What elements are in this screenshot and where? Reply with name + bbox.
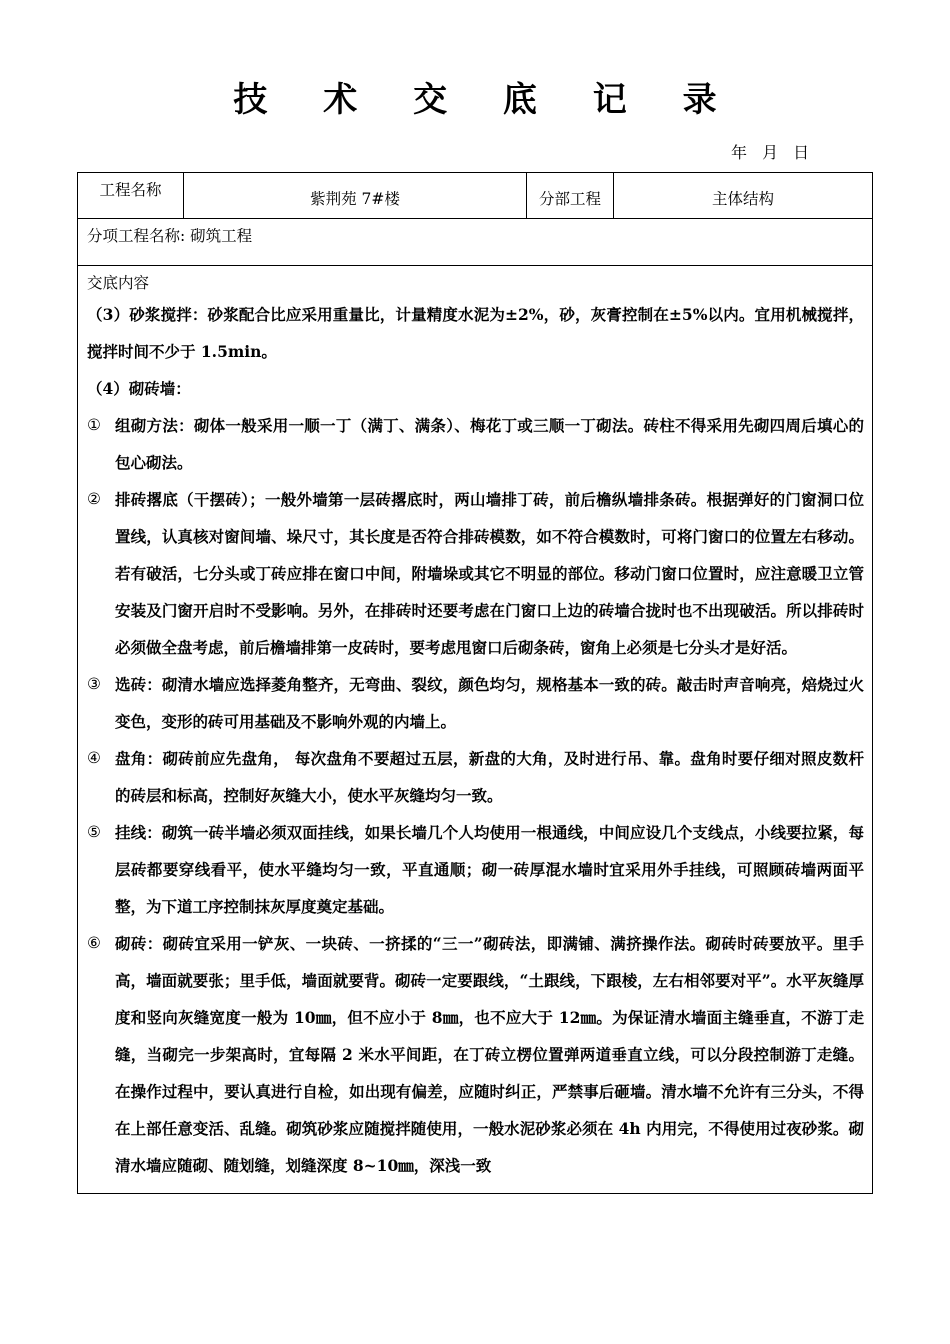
list-item-text: 组砌方法：砌体一般采用一顺一丁（满丁、满条）、梅花丁或三顺一丁砌法。砖柱不得采用先砌四周后填心的包心砌法。 <box>115 416 864 472</box>
list-marker: ② <box>87 490 101 508</box>
paragraph-brick-wall: （4）砌砖墙： <box>87 379 191 398</box>
paragraph-mortar-mixing: （3）砂浆搅拌：砂浆配合比应采用重量比，计量精度水泥为±2%，砂，灰膏控制在±5%以内。宜用机械搅拌，搅拌时间不少于 1.5min。 <box>87 305 864 361</box>
division-label: 分部工程 <box>527 173 614 218</box>
list-item-text: 排砖撂底（干摆砖）；一般外墙第一层砖撂底时，两山墙排丁砖，前后檐纵墙排条砖。根据弹好的门窗洞口位置线，认真核对窗间墙、垛尺寸，其长度是否符合排砖模数，如不符合模数时，可将门窗口的位置左右移动。若有破活，七分头或丁砖应排在窗口中间，附墙垛或其它不明显的部位。移动门窗口位置时，应注意暖卫立管安装及门窗开启时不受影响。另外，在排砖时还要考虑在门窗口上边的砖墙合拢时也不出现破活。所以排砖时必须做全盘考虑，前后檐墙排第一皮砖时，要考虑甩窗口后砌条砖，窗角上必须是七分头才是好活。 <box>115 490 864 657</box>
list-item <box>87 925 864 1184</box>
list-marker: ④ <box>87 749 101 767</box>
list-item <box>87 666 864 740</box>
list-marker: ⑤ <box>87 823 101 841</box>
list-item <box>87 814 864 925</box>
division-value: 主体结构 <box>711 190 774 208</box>
content-heading: 交底内容 <box>87 274 150 292</box>
list-item <box>87 407 864 481</box>
date-line: 年 月 日 <box>731 143 810 162</box>
project-name-label: 工程名称 <box>78 173 184 218</box>
project-name-value: 紫荆苑 7#楼 <box>184 173 527 218</box>
list-item-text: 砌砖：砌砖宜采用一铲灰、一块砖、一挤揉的“三一”砌砖法，即满铺、满挤操作法。砌砖时砖要放平。里手高，墙面就要张；里手低，墙面就要背。砌砖一定要跟线，“土跟线，下跟棱，左右相邻要对平”。水平灰缝厚度和竖向灰缝宽度一般为 10㎜，但不应小于 8㎜，也不应大于 12㎜。为保证清水墙面主缝垂直，不游丁走缝，当砌完一步架高时，宜每隔 2 米水平间距，在丁砖立楞位置弹两道垂直立线，可以分段控制游丁走缝。在操作过程中，要认真进行自检，如出现有偏差，应随时纠正，严禁事后砸墙。清水墙不允许有三分头，不得在上部任意变活、乱缝。砌筑砂浆应随搅拌随使用，一般水泥砂浆必须在 4h 内用完，不得使用过夜砂浆。砌清水墙应随砌、随划缝，划缝深度 8~10㎜，深浅一致 <box>115 934 864 1175</box>
list-item-text: 挂线：砌筑一砖半墙必须双面挂线，如果长墙几个人均使用一根通线，中间应设几个支线点，小线要拉紧，每层砖都要穿线看平，使水平缝均匀一致，平直通顺；砌一砖厚混水墙时宜采用外手挂线，可照顾砖墙两面平整，为下道工序控制抹灰厚度奠定基础。 <box>115 823 864 916</box>
document-title: 技 术 交 底 记 录 <box>233 80 739 120</box>
list-item <box>87 481 864 666</box>
disclosure-content <box>78 266 872 1193</box>
list-item <box>87 740 864 814</box>
list-item-text: 盘角：砌砖前应先盘角， 每次盘角不要超过五层，新盘的大角，及时进行吊、靠。盘角时要仔细对照皮数杆的砖层和标高，控制好灰缝大小，使水平灰缝均匀一致。 <box>115 749 864 805</box>
list-item-text: 选砖：砌清水墙应选择菱角整齐，无弯曲、裂纹，颜色均匀，规格基本一致的砖。敲击时声音响亮，焙烧过火变色，变形的砖可用基础及不影响外观的内墙上。 <box>115 675 864 731</box>
header-row <box>78 173 872 219</box>
subitem-row: 分项工程名称: 砌筑工程 <box>78 219 872 266</box>
record-form <box>77 172 873 1194</box>
list-marker: ③ <box>87 675 101 693</box>
list-marker: ⑥ <box>87 934 101 952</box>
list-marker: ① <box>87 416 101 434</box>
